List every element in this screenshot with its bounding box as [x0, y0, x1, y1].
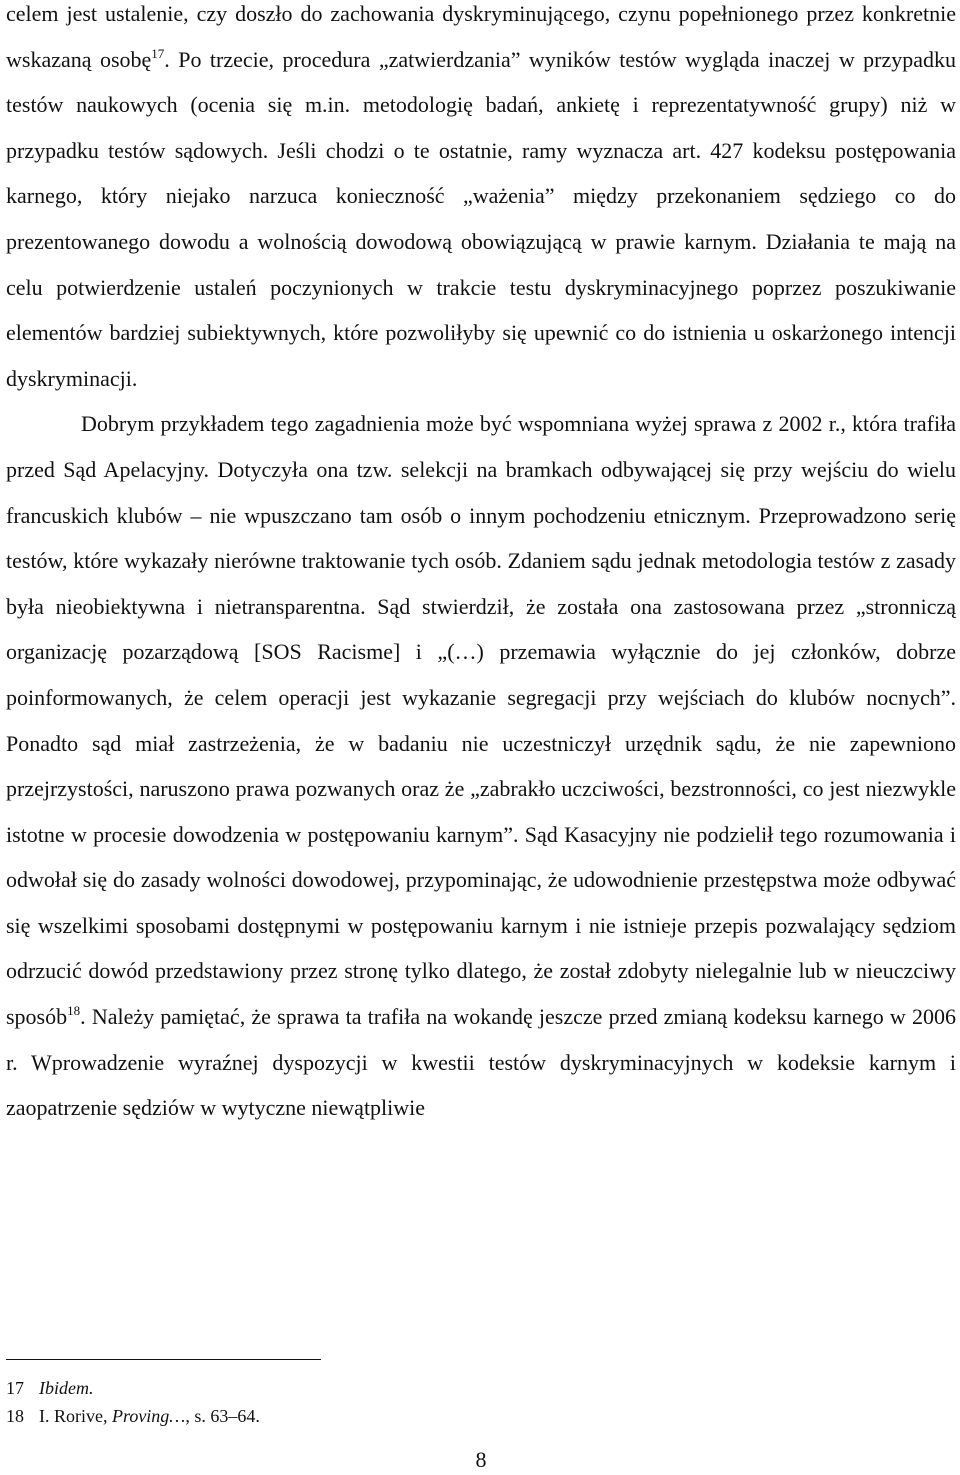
page-number: 8 [475, 1447, 487, 1472]
footnote-number: 17 [6, 1378, 24, 1398]
footnote-text [39, 1374, 93, 1402]
text-run: Dobrym przykładem tego zagadnienia może być wspomniana wyżej sprawa z 2002 r., która trafiła przed Sąd Apelacyjny. Dotyczyła ona tzw. selekcji na bramkach odbywającej się przy wejściu do wielu francuskich klubów – nie wpuszczano tam osób o innym pochodzeniu etnicznym. Przeprowadzono serię testów, które wykazały nierówne traktowanie tych osób. Zdaniem sądu jednak metodologia testów z zasady była nieobiektywna i nietransparentna. Sąd stwierdził, że została ona zastosowana przez „stronniczą organizację pozarządową [SOS Racisme] i „(…) przemawia wyłącznie do jej członków, dobrze poinformowanych, że celem operacji jest wykazanie segregacji przy wejściach do klubów nocnych”. Ponadto sąd miał zastrzeżenia, że w badaniu nie uczestniczył urzędnik sądu, że nie zapewniono przejrzystości, naruszono prawa pozwanych oraz że „zabrakło uczciwości, bezstronności, co jest niezwykle istotne w procesie dowodzenia w postępowaniu karnym”. Sąd Kasacyjny nie podzielił tego rozumowania i odwołał się do zasady wolności dowodowej, przypominając, że udowodnienie przestępstwa może odbywać się wszelkimi sposobami dostępnymi w postępowaniu karnym i nie istnieje przepis pozwalający sędziom odrzucić dowód przedstawiony przez stronę tylko dlatego, że został zdobyty nielegalnie lub w nieuczciwy sposób [6, 411, 956, 1030]
document-page [6, 0, 956, 1472]
text-run: celem jest ustalenie, czy doszło do zachowania dyskryminującego, czynu popełnionego przez konkretnie wskazaną osobę [6, 1, 956, 72]
footnote-17 [6, 1374, 606, 1402]
text-run: , s. 63–64. [185, 1406, 260, 1426]
italic-text-run: Proving… [111, 1406, 186, 1426]
footnote-18 [6, 1402, 606, 1430]
footnote-reference: 18 [67, 1003, 81, 1019]
body-paragraph-1 [6, 0, 956, 401]
text-run: I. Rorive, [39, 1406, 112, 1426]
footnote-text [39, 1402, 260, 1430]
footnotes [6, 1374, 606, 1430]
footnote-number: 18 [6, 1406, 24, 1426]
footnote-reference: 17 [151, 45, 165, 61]
body-paragraph-2 [6, 401, 956, 1131]
footnote-separator [6, 1359, 321, 1360]
italic-text-run: Ibidem. [39, 1378, 94, 1398]
text-run: . Należy pamiętać, że sprawa ta trafiła na wokandę jeszcze przed zmianą kodeksu karnego w 2006 r. Wprowadzenie wyraźnej dyspozycji w kwestii testów dyskryminacyjnych w kodeksie karnym i zaopatrzenie sędziów w wytyczne niewątpliwie [6, 1004, 956, 1121]
text-run: . Po trzecie, procedura „zatwierdzania” wyników testów wygląda inaczej w przypadku testów naukowych (ocenia się m.in. metodologię badań, ankietę i reprezentatywność grupy) niż w przypadku testów sądowych. Jeśli chodzi o te ostatnie, ramy wyznacza art. 427 kodeksu postępowania karnego, który niejako narzuca konieczność „ważenia” między przekonaniem sędziego co do prezentowanego dowodu a wolnością dowodową obowiązującą w prawie karnym. Działania te mają na celu potwierdzenie ustaleń poczynionych w trakcie testu dyskryminacyjnego poprzez poszukiwanie elementów bardziej subiektywnych, które pozwoliłyby się upewnić co do istnienia u oskarżonego intencji dyskryminacji. [6, 46, 956, 391]
